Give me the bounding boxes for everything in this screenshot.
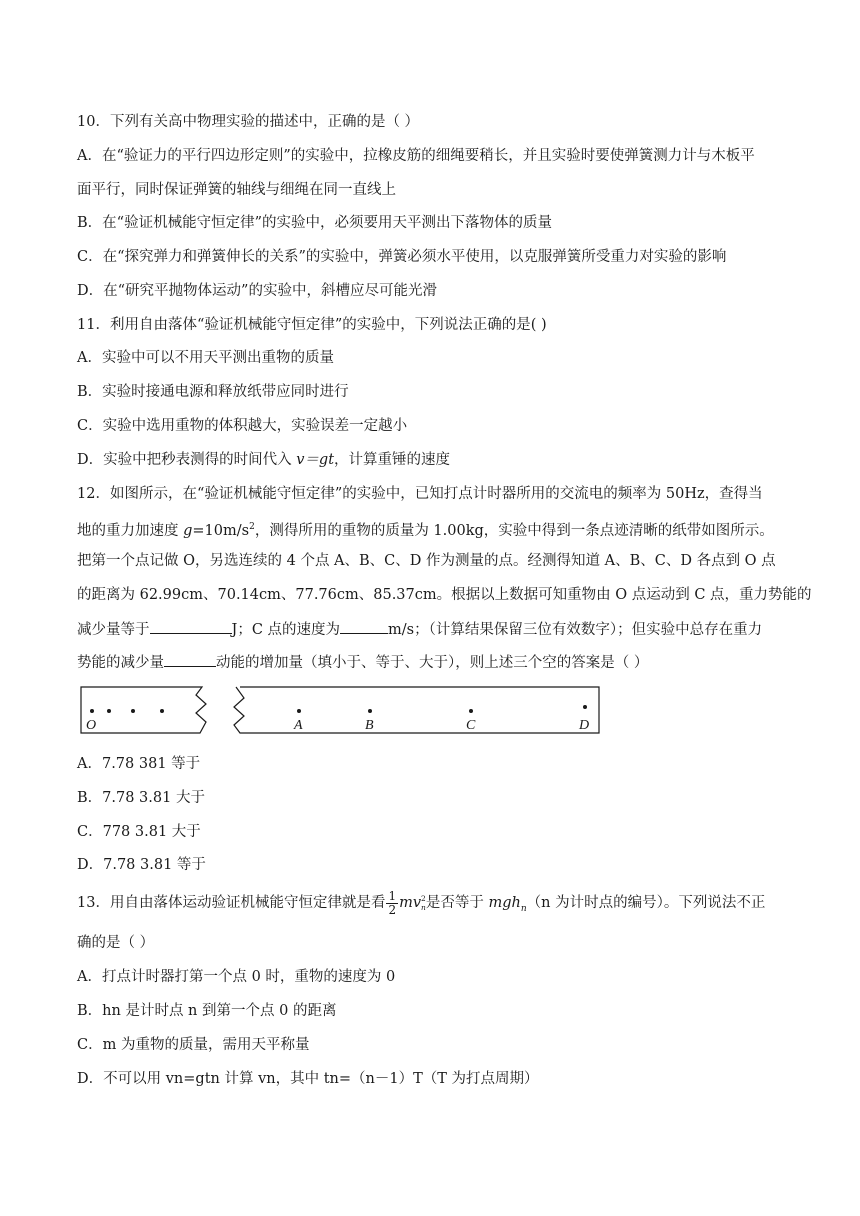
q11-stem: 11．利用自由落体“验证机械能守恒定律”的实验中，下列说法正确的是( )	[77, 317, 547, 333]
answer-blank-3	[164, 652, 216, 667]
answer-blank-1	[150, 619, 232, 634]
q10-option-d: D．在“研究平抛物体运动”的实验中，斜槽应尽可能光滑	[77, 283, 437, 299]
q13-line2: 确的是（ ）	[77, 935, 155, 951]
q13-option-d: D．不可以用 vn=gtn 计算 vn，其中 tn=（n－1）T（T 为打点周期）	[77, 1071, 539, 1087]
q13-option-c: C．m 为重物的质量，需用天平称量	[77, 1037, 310, 1053]
formula-v-gt: v＝gt	[296, 452, 335, 468]
q10-option-a-line1: A．在“验证力的平行四边形定则”的实验中，拉橡皮筋的细绳要稍长，并且实验时要使弹簧测力计与木板平	[77, 148, 755, 164]
tape-dot-d	[583, 705, 587, 709]
q10-option-a-line2: 面平行，同时保证弹簧的轴线与细绳在同一直线上	[77, 182, 396, 198]
tape-dot-b	[368, 709, 372, 713]
q13-option-b: B．hn 是计时点 n 到第一个点 0 的距离	[77, 1003, 337, 1019]
q11-option-a: A．实验中可以不用天平测出重物的质量	[77, 350, 334, 366]
q10-option-b: B．在“验证机械能守恒定律”的实验中，必须要用天平测出下落物体的质量	[77, 215, 552, 231]
q12-line4: 的距离为 62.99cm、70.14cm、77.76cm、85.37cm。根据以上数据可知重物由 O 点运动到 C 点，重力势能的	[77, 587, 812, 603]
q12-line6: 势能的减少量 动能的增加量（填小于、等于、大于），则上述三个空的答案是（ ）	[77, 652, 797, 673]
q11-option-b: B．实验时接通电源和释放纸带应同时进行	[77, 384, 349, 400]
q12-line3: 把第一个点记做 O，另选连续的 4 个点 A、B、C、D 作为测量的点。经测得知道 A、B、C、D 各点到 O 点	[77, 553, 776, 569]
q11-option-c: C．实验中选用重物的体积越大，实验误差一定越小	[77, 418, 408, 434]
paper-tape-figure	[80, 684, 600, 736]
tape-label-b: B	[365, 718, 374, 733]
q12-line5: 减少量等于 J；C 点的速度为 m/s；（计算结果保留三位有效数字）；但实验中总存在重力	[77, 619, 797, 640]
q12-line1: 12．如图所示，在“验证机械能守恒定律”的实验中，已知打点计时器所用的交流电的频率为 50Hz，查得当	[77, 486, 763, 502]
q10-option-c: C．在“探究弹力和弹簧伸长的关系”的实验中，弹簧必须水平使用，以克服弹簧所受重力对实验的影响	[77, 249, 727, 265]
answer-blank-2	[340, 619, 388, 634]
tape-dot-a	[297, 709, 301, 713]
tape-dot-1	[107, 709, 111, 713]
tape-label-o: O	[86, 718, 97, 733]
fraction-one-half: $\frac{1}{2}$	[388, 888, 397, 917]
q12-option-b: B．7.78 3.81 大于	[77, 790, 205, 806]
q12-line2: 地的重力加速度 $g=10m/s^2$，测得所用的重物的质量为 1.00kg，实验中得到一条点迹清晰的纸带如图所示。	[77, 522, 774, 539]
q13-line1: 13．用自由落体运动验证机械能守恒定律就是看 $\frac{1}{2}$ mv 2 n 是否等于 mgh$_n$（n 为计时点的编号）。下列说法不正	[77, 888, 766, 917]
tape-dot-o	[90, 709, 94, 713]
tape-left-piece	[81, 687, 206, 733]
tape-label-c: C	[466, 718, 476, 733]
q13-option-a: A．打点计时器打第一个点 0 时，重物的速度为 0	[77, 969, 396, 985]
tape-dot-c	[469, 709, 473, 713]
tape-dot-2	[131, 709, 135, 713]
q10-stem: 10．下列有关高中物理实验的描述中，正确的是（ ）	[77, 114, 420, 130]
tape-label-d: D	[579, 718, 590, 733]
q12-option-d: D．7.78 3.81 等于	[77, 857, 206, 873]
q11-option-d: D．实验中把秒表测得的时间代入 v＝gt，计算重锤的速度	[77, 452, 451, 468]
q12-option-a: A．7.78 381 等于	[77, 756, 201, 772]
tape-right-piece	[234, 687, 599, 733]
tape-label-a: A	[294, 718, 303, 733]
q12-option-c: C．778 3.81 大于	[77, 824, 201, 840]
tape-dot-3	[160, 709, 164, 713]
